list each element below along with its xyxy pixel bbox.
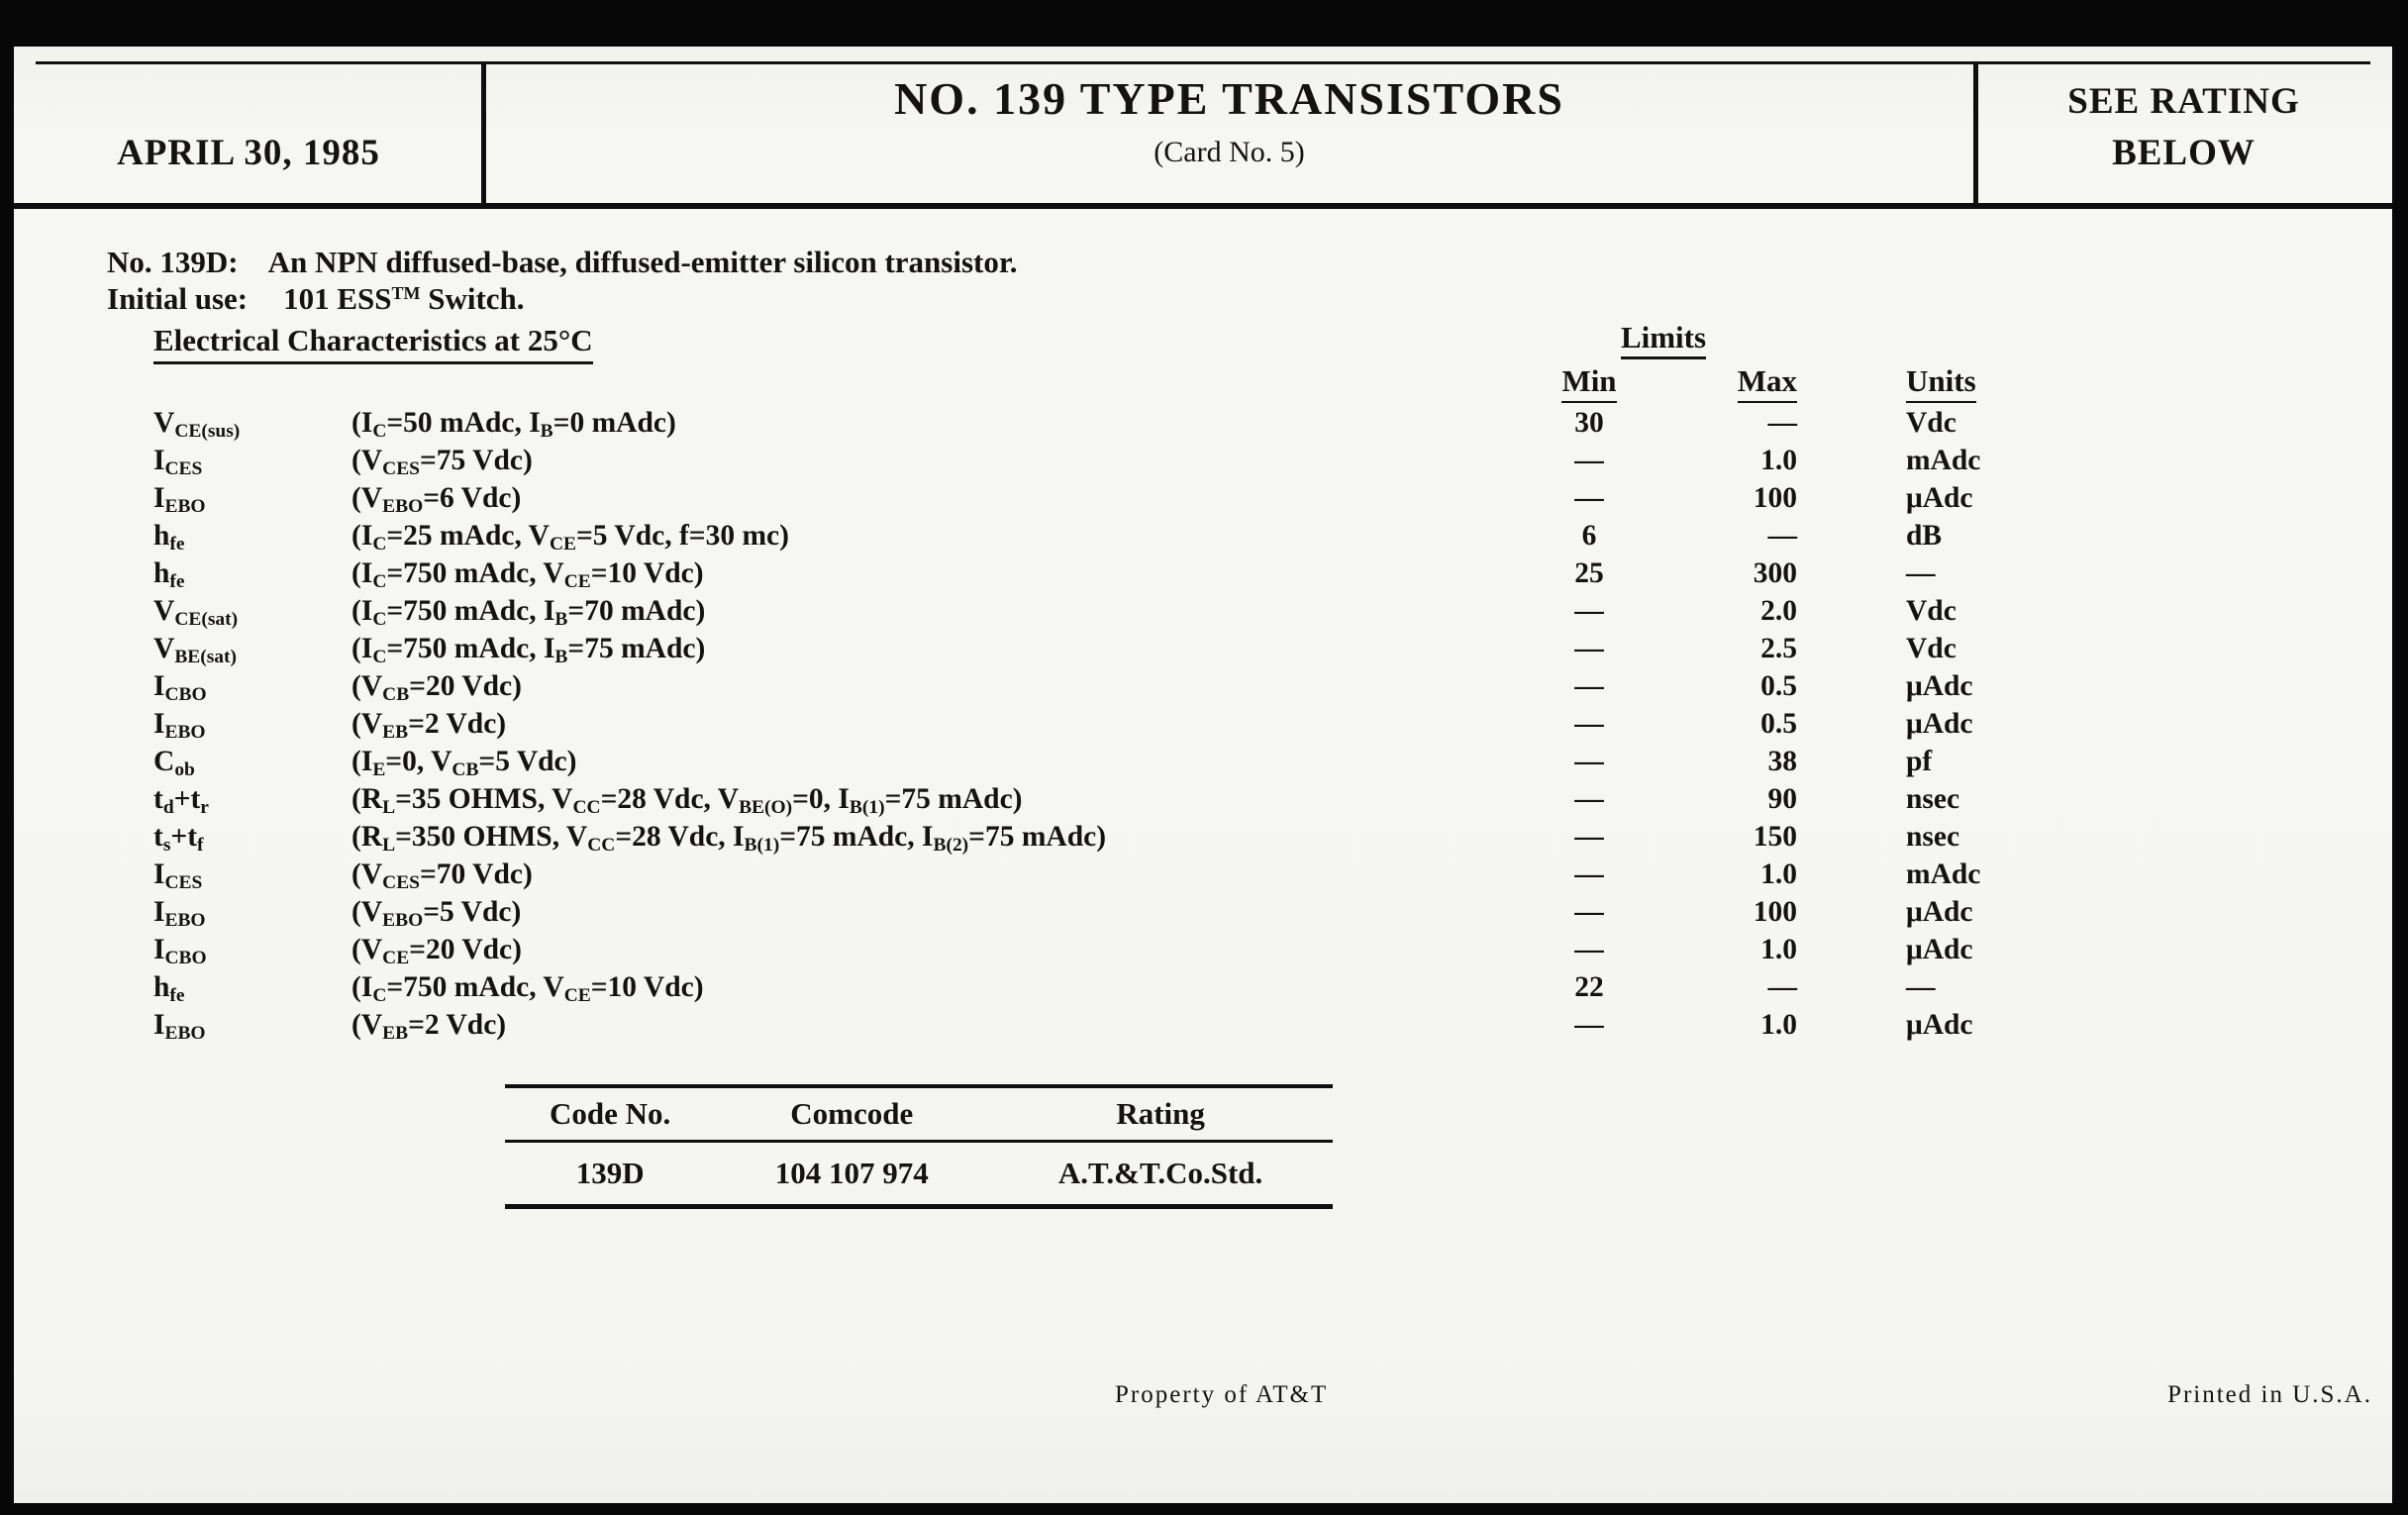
char-min: — [1574, 482, 1604, 514]
char-units: nsec [1906, 783, 1960, 815]
char-units: μAdc [1906, 482, 1973, 514]
char-condition: ($V_{CES}=75$ Vdc) [351, 445, 533, 480]
char-condition: ($I_C=25$ mAdc, $V_{CE}=5$ Vdc, f=30 mc) [351, 520, 789, 556]
char-param: $t_d+t_r$ [153, 783, 209, 819]
char-units: μAdc [1906, 1009, 1973, 1041]
char-condition: ($R_L=35$ OHMS, $V_{CC}=28$ Vdc, $V_{BE(O)}=0$, $I_{B(1)}=75$ mAdc) [351, 783, 1023, 819]
char-units: Vdc [1906, 633, 1956, 664]
char-param: $I_{EBO}$ [153, 708, 206, 744]
char-min: — [1574, 821, 1604, 853]
datasheet-card [14, 47, 2392, 1503]
char-max: — [1767, 520, 1797, 552]
char-min: 22 [1574, 971, 1604, 1003]
char-row [153, 894, 2079, 932]
header-top-rule [36, 61, 2370, 64]
char-units: dB [1906, 520, 1943, 552]
char-min: — [1574, 633, 1604, 664]
char-max: 90 [1767, 783, 1797, 815]
char-condition: ($I_C=750$ mAdc, $V_{CE}=10$ Vdc) [351, 557, 704, 593]
char-row [153, 480, 2079, 518]
char-row [153, 631, 2079, 668]
card-number: (Card No. 5) [1154, 136, 1305, 168]
char-min: 6 [1581, 520, 1597, 552]
comcode-value: 104 107 974 [774, 1156, 929, 1190]
char-max: 38 [1767, 746, 1797, 777]
char-min: 30 [1574, 407, 1604, 439]
code-table-header [505, 1088, 1333, 1143]
char-units: pf [1906, 746, 1933, 777]
empty-cell [153, 363, 351, 399]
char-row [153, 857, 2079, 894]
char-param: $I_{CBO}$ [153, 670, 207, 706]
char-max: 1.0 [1760, 1009, 1797, 1041]
char-min: — [1574, 708, 1604, 740]
char-units: μAdc [1906, 896, 1973, 928]
char-condition: ($V_{CB}=20$ Vdc) [351, 670, 522, 706]
char-max: 1.0 [1760, 445, 1797, 476]
char-max: 300 [1753, 557, 1797, 589]
col-header-max: Max [1738, 363, 1797, 403]
char-condition: ($V_{EBO}=5$ Vdc) [351, 896, 522, 932]
issue-date: APRIL 30, 1985 [117, 133, 380, 173]
char-param: $I_{EBO}$ [153, 482, 206, 518]
code-no-header: Code No. [550, 1096, 671, 1131]
rating-header: Rating [1116, 1096, 1205, 1131]
char-row [153, 1007, 2079, 1045]
code-table-row [505, 1143, 1333, 1204]
char-units: mAdc [1906, 858, 1981, 890]
char-max: 100 [1753, 482, 1797, 514]
device-line [107, 245, 1018, 280]
char-param: $I_{EBO}$ [153, 896, 206, 932]
char-row [153, 969, 2079, 1007]
char-row [153, 781, 2079, 819]
char-condition: ($I_C=750$ mAdc, $I_B=75$ mAdc) [351, 633, 706, 668]
char-row [153, 443, 2079, 480]
rating-note-line2: BELOW [2112, 133, 2256, 173]
char-min: — [1574, 1009, 1604, 1041]
char-row [153, 405, 2079, 443]
initial-use-label: Initial use: [107, 281, 249, 316]
char-param: $I_{CBO}$ [153, 934, 207, 969]
col-header-max-cell [1649, 363, 1797, 399]
char-param: $I_{CES}$ [153, 858, 203, 894]
limits-label [1530, 320, 1797, 355]
char-max: 100 [1753, 896, 1797, 928]
char-row [153, 706, 2079, 744]
char-row [153, 932, 2079, 969]
char-units: μAdc [1906, 934, 1973, 965]
char-min: — [1574, 858, 1604, 890]
device-description: An NPN diffused-base, diffused-emitter silicon transistor. [267, 245, 1018, 279]
code-no-value: 139D [575, 1156, 645, 1190]
code-table [505, 1084, 1333, 1209]
char-max: 0.5 [1760, 708, 1797, 740]
char-min: — [1574, 746, 1604, 777]
initial-use-line [107, 281, 525, 317]
char-param: $h_{fe}$ [153, 557, 185, 593]
char-condition: ($V_{EB}=2$ Vdc) [351, 1009, 507, 1045]
char-units: Vdc [1906, 595, 1956, 627]
char-max: 2.5 [1760, 633, 1797, 664]
char-header-row [153, 363, 2079, 399]
char-condition: ($I_E=0$, $V_{CB}=5$ Vdc) [351, 746, 577, 781]
char-row [153, 819, 2079, 857]
char-param: $C_{ob}$ [153, 746, 195, 781]
char-min: 25 [1574, 557, 1604, 589]
rating-value: A.T.&T.Co.Std. [1057, 1156, 1263, 1190]
char-min: — [1574, 445, 1604, 476]
device-label: No. 139D: [107, 245, 239, 279]
char-units: μAdc [1906, 670, 1973, 702]
char-condition: ($V_{EBO}=6$ Vdc) [351, 482, 522, 518]
section-title: Electrical Characteristics at 25°C [153, 323, 593, 364]
char-units: nsec [1906, 821, 1960, 853]
char-max: 0.5 [1760, 670, 1797, 702]
char-units: — [1906, 557, 1936, 589]
char-units: mAdc [1906, 445, 1981, 476]
initial-use-value: 101 ESS™ Switch. [283, 281, 525, 316]
char-max: 2.0 [1760, 595, 1797, 627]
char-max: — [1767, 407, 1797, 439]
char-param: $t_s+t_f$ [153, 821, 204, 857]
char-row [153, 593, 2079, 631]
char-row [153, 668, 2079, 706]
char-condition: ($R_L=350$ OHMS, $V_{CC}=28$ Vdc, $I_{B(1)}=75$ mAdc, $I_{B(2)}=75$ mAdc) [351, 821, 1107, 857]
col-header-units-cell [1797, 363, 2079, 399]
limits-label-text: Limits [1621, 320, 1706, 359]
char-param: $I_{CES}$ [153, 445, 203, 480]
char-param: $V_{CE(sus)}$ [153, 407, 241, 443]
char-units: μAdc [1906, 708, 1973, 740]
char-max: 1.0 [1760, 934, 1797, 965]
col-header-min-cell [1530, 363, 1649, 399]
char-condition: ($V_{EB}=2$ Vdc) [351, 708, 507, 744]
char-min: — [1574, 670, 1604, 702]
char-param: $h_{fe}$ [153, 971, 185, 1007]
rating-note [1975, 76, 2392, 179]
char-condition: ($V_{CES}=70$ Vdc) [351, 858, 533, 894]
char-min: — [1574, 595, 1604, 627]
char-min: — [1574, 934, 1604, 965]
col-header-units: Units [1906, 363, 1976, 403]
char-row [153, 518, 2079, 556]
char-condition: ($I_C=750$ mAdc, $I_B=70$ mAdc) [351, 595, 706, 631]
char-param: $h_{fe}$ [153, 520, 185, 556]
char-max: 150 [1753, 821, 1797, 853]
char-row [153, 556, 2079, 593]
printed-notice: Printed in U.S.A. [2167, 1381, 2372, 1408]
empty-cell [351, 363, 1530, 399]
char-max: 1.0 [1760, 858, 1797, 890]
char-max: — [1767, 971, 1797, 1003]
char-condition: ($I_C=750$ mAdc, $V_{CE}=10$ Vdc) [351, 971, 704, 1007]
char-units: Vdc [1906, 407, 1956, 439]
col-header-min: Min [1561, 363, 1616, 403]
char-param: $V_{BE(sat)}$ [153, 633, 237, 668]
char-condition: ($I_C=50$ mAdc, $I_B=0$ mAdc) [351, 407, 676, 443]
char-row [153, 744, 2079, 781]
char-units: — [1906, 971, 1936, 1003]
char-min: — [1574, 896, 1604, 928]
char-param: $V_{CE(sat)}$ [153, 595, 239, 631]
char-rows [153, 405, 2079, 1045]
rating-note-line1: SEE RATING [2067, 81, 2300, 122]
char-param: $I_{EBO}$ [153, 1009, 206, 1045]
header-bottom-rule [14, 203, 2392, 209]
document-title: NO. 139 TYPE TRANSISTORS [894, 73, 1564, 124]
char-condition: ($V_{CE}=20$ Vdc) [351, 934, 522, 969]
comcode-header: Comcode [790, 1096, 914, 1131]
char-min: — [1574, 783, 1604, 815]
property-notice: Property of AT&T [1115, 1381, 1329, 1408]
